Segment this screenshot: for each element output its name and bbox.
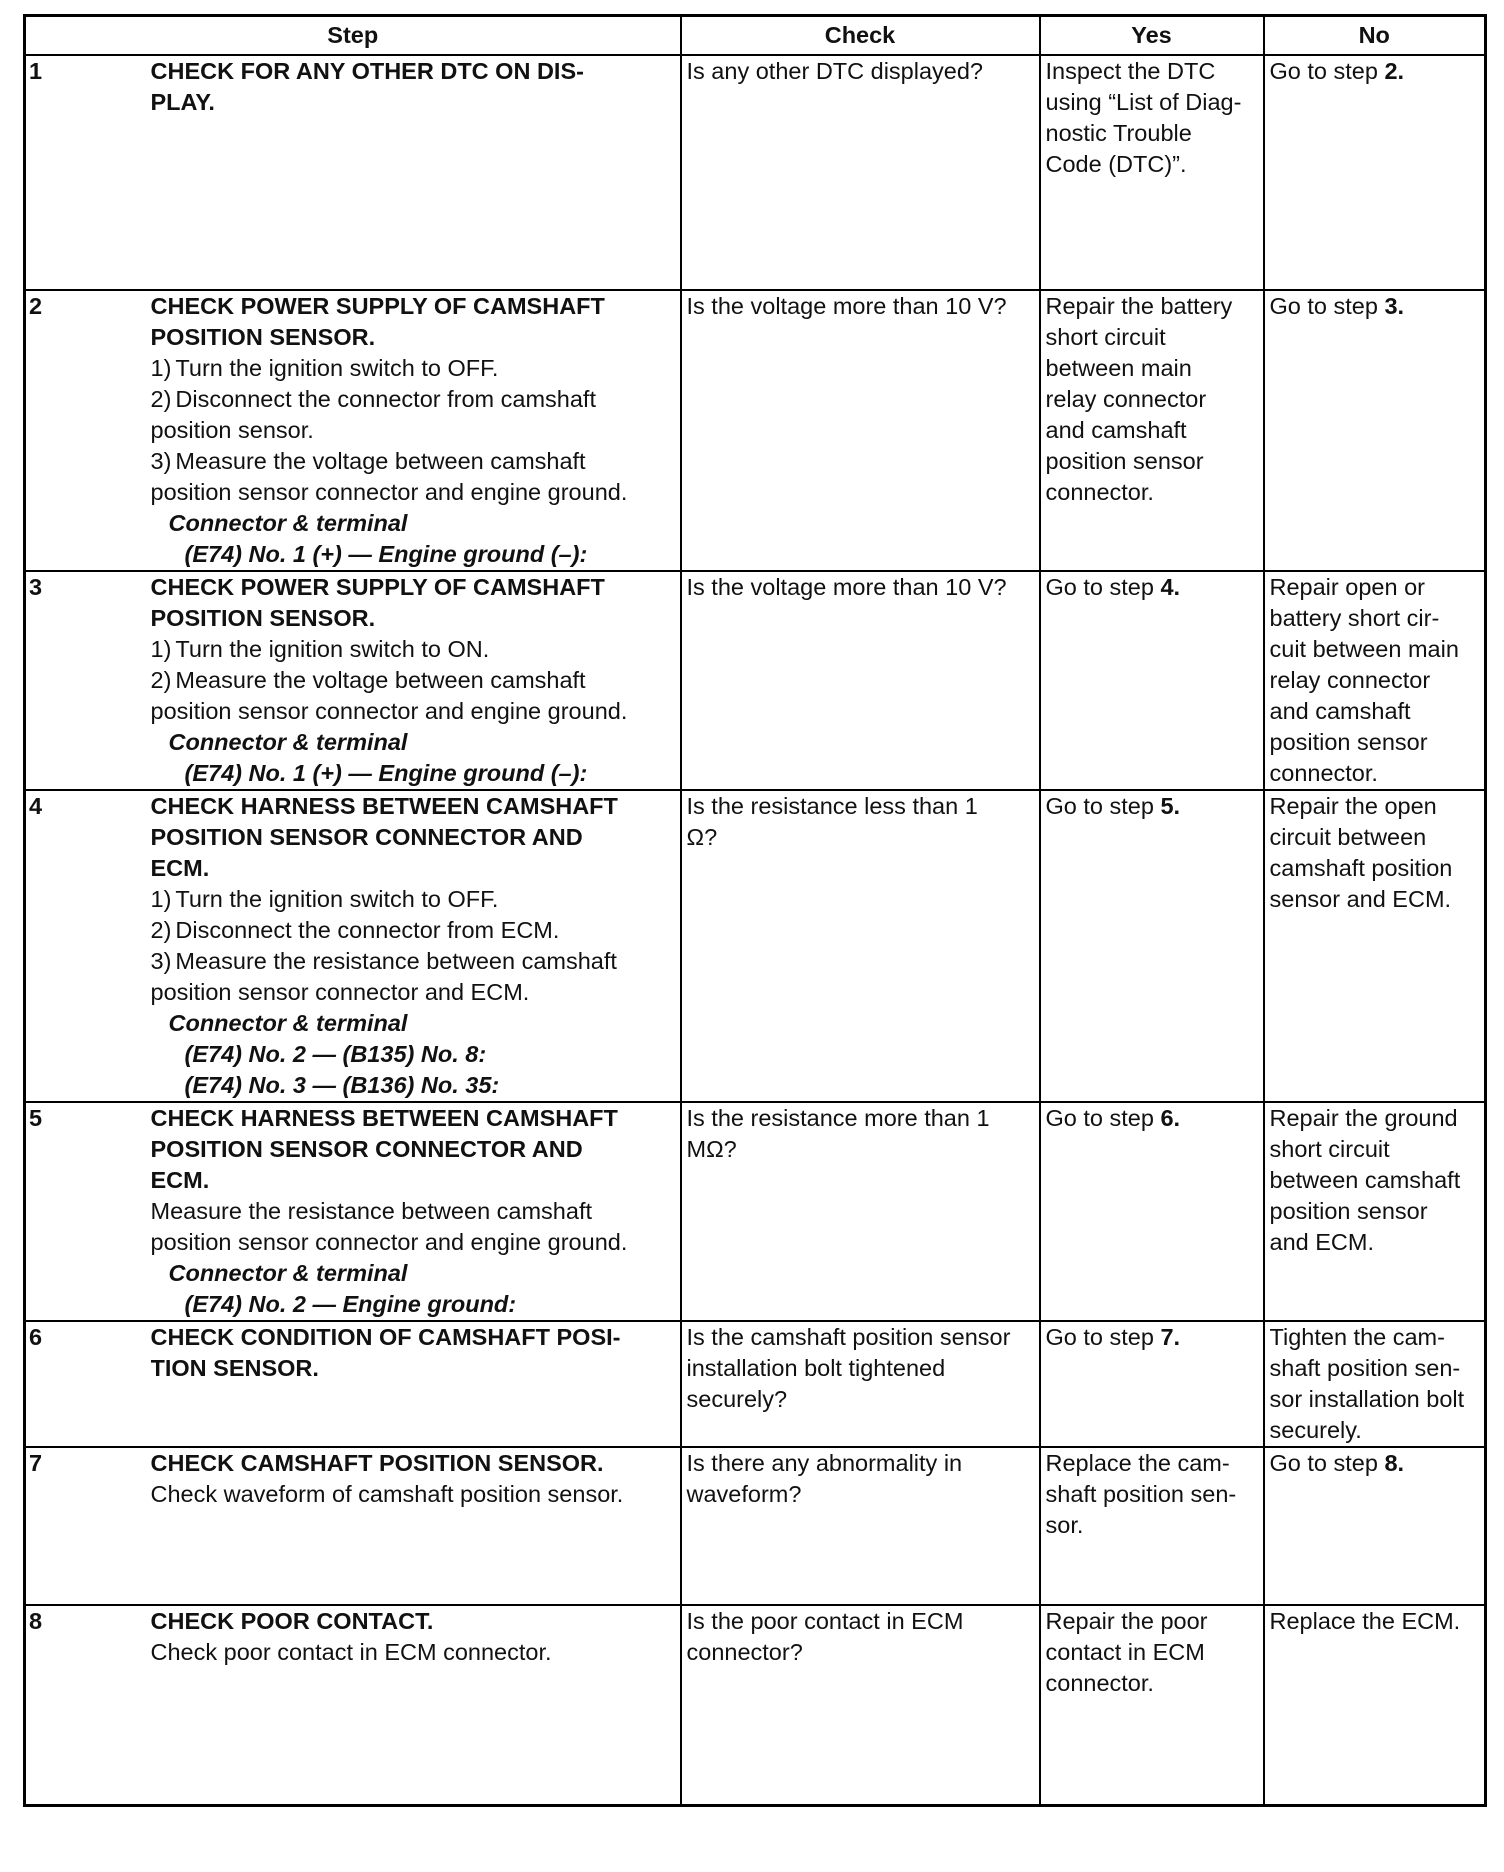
check-cell bbox=[681, 790, 1040, 1102]
step-title: POSITION SENSOR CONNECTOR AND bbox=[150, 1136, 583, 1162]
step-title: CHECK FOR ANY OTHER DTC ON DIS- bbox=[150, 58, 584, 84]
header-check: Check bbox=[681, 16, 1040, 56]
connector-label: Connector & terminal bbox=[168, 729, 408, 755]
instruction-text: Turn the ignition switch to OFF. bbox=[175, 355, 499, 381]
step-number: 6 bbox=[25, 1321, 151, 1447]
connector-terminal: (E74) No. 3 — (B136) No. 35: bbox=[184, 1072, 500, 1098]
connector-label: Connector & terminal bbox=[168, 510, 408, 536]
table-row bbox=[25, 55, 1486, 290]
step-description bbox=[151, 290, 681, 571]
step-description bbox=[151, 1447, 681, 1605]
header-row bbox=[25, 16, 1486, 56]
goto-step-number: 3. bbox=[1384, 293, 1405, 319]
step-number: 2 bbox=[25, 290, 151, 571]
no-text: Replace the ECM. bbox=[1269, 1608, 1461, 1634]
goto-prefix: Go to step bbox=[1269, 1450, 1385, 1476]
connector-terminal: (E74) No. 1 (+) — Engine ground (–): bbox=[184, 760, 588, 786]
goto-step-number: 7. bbox=[1160, 1324, 1181, 1350]
no-text: shaft position sen- bbox=[1269, 1355, 1461, 1381]
instruction-text: position sensor connector and engine ground. bbox=[150, 698, 628, 724]
yes-goto bbox=[1046, 572, 1258, 603]
step-description bbox=[151, 1605, 681, 1805]
instruction-number: 2) bbox=[150, 386, 172, 412]
goto-step-number: 6. bbox=[1160, 1105, 1181, 1131]
step-instruction bbox=[151, 384, 675, 415]
connector-label: Connector & terminal bbox=[168, 1010, 408, 1036]
no-cell bbox=[1264, 1321, 1486, 1447]
no-text: securely. bbox=[1269, 1417, 1362, 1443]
no-text: circuit between bbox=[1269, 824, 1427, 850]
instruction-text: Measure the resistance between camshaft bbox=[175, 948, 617, 974]
step-title: POSITION SENSOR. bbox=[150, 324, 376, 350]
no-text: between camshaft bbox=[1269, 1167, 1461, 1193]
step-title: POSITION SENSOR CONNECTOR AND bbox=[150, 824, 583, 850]
yes-text: sor. bbox=[1045, 1512, 1084, 1538]
step-title: ECM. bbox=[150, 855, 210, 881]
instruction-text: Turn the ignition switch to ON. bbox=[175, 636, 490, 662]
check-cell bbox=[681, 1102, 1040, 1321]
instruction-text: Turn the ignition switch to OFF. bbox=[175, 886, 499, 912]
header-step: Step bbox=[25, 16, 681, 56]
no-text: and camshaft bbox=[1269, 698, 1411, 724]
connector-terminal: (E74) No. 1 (+) — Engine ground (–): bbox=[184, 541, 588, 567]
instruction-number: 1) bbox=[150, 636, 172, 662]
no-goto bbox=[1270, 1448, 1480, 1479]
step-description bbox=[151, 1102, 681, 1321]
instruction-number: 2) bbox=[150, 917, 172, 943]
goto-step-number: 5. bbox=[1160, 793, 1181, 819]
check-text: Is there any abnormality in bbox=[686, 1450, 963, 1476]
yes-cell bbox=[1040, 571, 1264, 790]
check-text: Is the resistance less than 1 bbox=[686, 793, 978, 819]
step-title: CHECK CAMSHAFT POSITION SENSOR. bbox=[150, 1450, 604, 1476]
no-text: cuit between main bbox=[1269, 636, 1459, 662]
goto-step-number: 4. bbox=[1160, 574, 1181, 600]
step-instruction bbox=[151, 1227, 675, 1258]
step-instruction bbox=[151, 884, 675, 915]
step-number: 7 bbox=[25, 1447, 151, 1605]
instruction-text: position sensor. bbox=[150, 417, 314, 443]
no-text: battery short cir- bbox=[1269, 605, 1440, 631]
yes-goto bbox=[1046, 791, 1258, 822]
no-text: sensor and ECM. bbox=[1269, 886, 1452, 912]
step-title: ECM. bbox=[150, 1167, 210, 1193]
yes-text: Repair the poor bbox=[1045, 1608, 1208, 1634]
check-text: Is the poor contact in ECM bbox=[686, 1608, 964, 1634]
header-no: No bbox=[1264, 16, 1486, 56]
step-number: 3 bbox=[25, 571, 151, 790]
check-text: Is the voltage more than 10 V? bbox=[686, 574, 1007, 600]
goto-prefix: Go to step bbox=[1045, 574, 1161, 600]
no-cell bbox=[1264, 571, 1486, 790]
no-cell bbox=[1264, 1102, 1486, 1321]
no-text: short circuit bbox=[1269, 1136, 1390, 1162]
step-title: CHECK HARNESS BETWEEN CAMSHAFT bbox=[150, 1105, 618, 1131]
table-row bbox=[25, 290, 1486, 571]
no-text: camshaft position bbox=[1269, 855, 1453, 881]
step-title: PLAY. bbox=[150, 89, 215, 115]
table-row bbox=[25, 1321, 1486, 1447]
check-text: connector? bbox=[686, 1639, 803, 1665]
check-text: Ω? bbox=[686, 824, 718, 850]
check-cell bbox=[681, 1321, 1040, 1447]
step-description bbox=[151, 571, 681, 790]
step-instruction bbox=[151, 696, 675, 727]
yes-cell bbox=[1040, 290, 1264, 571]
check-text: Is the camshaft position sensor bbox=[686, 1324, 1011, 1350]
step-instruction bbox=[151, 1479, 675, 1510]
table-row bbox=[25, 1447, 1486, 1605]
step-instruction bbox=[151, 665, 675, 696]
check-text: securely? bbox=[686, 1386, 788, 1412]
instruction-number: 1) bbox=[150, 886, 172, 912]
check-cell bbox=[681, 290, 1040, 571]
step-description bbox=[151, 1321, 681, 1447]
instruction-text: position sensor connector and engine ground. bbox=[150, 1229, 628, 1255]
instruction-text: Measure the resistance between camshaft bbox=[150, 1198, 593, 1224]
step-number: 8 bbox=[25, 1605, 151, 1805]
yes-text: between main bbox=[1045, 355, 1192, 381]
instruction-text: position sensor connector and engine ground. bbox=[150, 479, 628, 505]
no-cell bbox=[1264, 1605, 1486, 1805]
header-yes: Yes bbox=[1040, 16, 1264, 56]
table-row bbox=[25, 790, 1486, 1102]
instruction-text: Check waveform of camshaft position sensor. bbox=[150, 1481, 624, 1507]
no-cell bbox=[1264, 790, 1486, 1102]
step-title: POSITION SENSOR. bbox=[150, 605, 376, 631]
check-cell bbox=[681, 1605, 1040, 1805]
yes-cell bbox=[1040, 1447, 1264, 1605]
step-instruction bbox=[151, 1196, 675, 1227]
instruction-text: Disconnect the connector from ECM. bbox=[175, 917, 560, 943]
yes-text: short circuit bbox=[1045, 324, 1166, 350]
yes-text: Code (DTC)”. bbox=[1045, 151, 1187, 177]
yes-text: connector. bbox=[1045, 479, 1154, 505]
no-text: Tighten the cam- bbox=[1269, 1324, 1445, 1350]
check-text: MΩ? bbox=[686, 1136, 737, 1162]
step-number: 1 bbox=[25, 55, 151, 290]
goto-step-number: 8. bbox=[1384, 1450, 1405, 1476]
check-text: Is any other DTC displayed? bbox=[686, 58, 984, 84]
goto-step-number: 2. bbox=[1384, 58, 1405, 84]
yes-text: and camshaft bbox=[1045, 417, 1187, 443]
instruction-number: 1) bbox=[150, 355, 172, 381]
no-text: and ECM. bbox=[1269, 1229, 1374, 1255]
yes-cell bbox=[1040, 1102, 1264, 1321]
no-goto bbox=[1270, 291, 1480, 322]
no-goto bbox=[1270, 56, 1480, 87]
table-row bbox=[25, 1102, 1486, 1321]
goto-prefix: Go to step bbox=[1269, 293, 1385, 319]
check-text: waveform? bbox=[686, 1481, 802, 1507]
table-row bbox=[25, 571, 1486, 790]
step-description bbox=[151, 790, 681, 1102]
connector-label: Connector & terminal bbox=[168, 1260, 408, 1286]
step-instruction bbox=[151, 915, 675, 946]
step-title: CHECK HARNESS BETWEEN CAMSHAFT bbox=[150, 793, 618, 819]
check-text: Is the resistance more than 1 bbox=[686, 1105, 990, 1131]
check-cell bbox=[681, 1447, 1040, 1605]
yes-cell bbox=[1040, 55, 1264, 290]
connector-terminal: (E74) No. 2 — Engine ground: bbox=[184, 1291, 517, 1317]
yes-text: contact in ECM bbox=[1045, 1639, 1205, 1665]
step-description bbox=[151, 55, 681, 290]
no-cell bbox=[1264, 290, 1486, 571]
step-instruction bbox=[151, 977, 675, 1008]
yes-text: Replace the cam- bbox=[1045, 1450, 1230, 1476]
step-instruction bbox=[151, 415, 675, 446]
instruction-number: 3) bbox=[150, 948, 172, 974]
step-title: CHECK CONDITION OF CAMSHAFT POSI- bbox=[150, 1324, 621, 1350]
yes-goto bbox=[1046, 1322, 1258, 1353]
instruction-number: 2) bbox=[150, 667, 172, 693]
no-text: connector. bbox=[1269, 760, 1378, 786]
step-instruction bbox=[151, 446, 675, 477]
yes-text: connector. bbox=[1045, 1670, 1154, 1696]
yes-cell bbox=[1040, 790, 1264, 1102]
goto-prefix: Go to step bbox=[1269, 58, 1385, 84]
yes-text: shaft position sen- bbox=[1045, 1481, 1237, 1507]
check-cell bbox=[681, 571, 1040, 790]
connector-terminal: (E74) No. 2 — (B135) No. 8: bbox=[184, 1041, 487, 1067]
check-text: installation bolt tightened bbox=[686, 1355, 946, 1381]
step-number: 4 bbox=[25, 790, 151, 1102]
yes-text: Repair the battery bbox=[1045, 293, 1233, 319]
step-instruction bbox=[151, 477, 675, 508]
instruction-text: Check poor contact in ECM connector. bbox=[150, 1639, 552, 1665]
step-instruction bbox=[151, 1637, 675, 1668]
no-text: sor installation bolt bbox=[1269, 1386, 1465, 1412]
yes-cell bbox=[1040, 1605, 1264, 1805]
no-text: Repair the open bbox=[1269, 793, 1437, 819]
instruction-number: 3) bbox=[150, 448, 172, 474]
yes-text: using “List of Diag- bbox=[1045, 89, 1242, 115]
instruction-text: Disconnect the connector from camshaft bbox=[175, 386, 596, 412]
step-instruction bbox=[151, 946, 675, 977]
instruction-text: Measure the voltage between camshaft bbox=[175, 667, 586, 693]
step-instruction bbox=[151, 634, 675, 665]
no-text: position sensor bbox=[1269, 729, 1428, 755]
yes-text: Inspect the DTC bbox=[1045, 58, 1216, 84]
yes-goto bbox=[1046, 1103, 1258, 1134]
check-text: Is the voltage more than 10 V? bbox=[686, 293, 1007, 319]
no-cell bbox=[1264, 1447, 1486, 1605]
no-text: Repair open or bbox=[1269, 574, 1425, 600]
step-number: 5 bbox=[25, 1102, 151, 1321]
yes-cell bbox=[1040, 1321, 1264, 1447]
yes-text: position sensor bbox=[1045, 448, 1204, 474]
instruction-text: Measure the voltage between camshaft bbox=[175, 448, 586, 474]
no-cell bbox=[1264, 55, 1486, 290]
no-text: position sensor bbox=[1269, 1198, 1428, 1224]
no-text: relay connector bbox=[1269, 667, 1431, 693]
yes-text: nostic Trouble bbox=[1045, 120, 1192, 146]
table-body bbox=[25, 55, 1486, 1805]
table-row bbox=[25, 1605, 1486, 1805]
diagnostic-table bbox=[23, 14, 1487, 1807]
instruction-text: position sensor connector and ECM. bbox=[150, 979, 530, 1005]
step-title: CHECK POWER SUPPLY OF CAMSHAFT bbox=[150, 574, 605, 600]
no-text: Repair the ground bbox=[1269, 1105, 1458, 1131]
goto-prefix: Go to step bbox=[1045, 793, 1161, 819]
step-title: CHECK POWER SUPPLY OF CAMSHAFT bbox=[150, 293, 605, 319]
yes-text: relay connector bbox=[1045, 386, 1207, 412]
goto-prefix: Go to step bbox=[1045, 1105, 1161, 1131]
check-cell bbox=[681, 55, 1040, 290]
step-instruction bbox=[151, 353, 675, 384]
step-title: CHECK POOR CONTACT. bbox=[150, 1608, 434, 1634]
goto-prefix: Go to step bbox=[1045, 1324, 1161, 1350]
step-title: TION SENSOR. bbox=[150, 1355, 319, 1381]
